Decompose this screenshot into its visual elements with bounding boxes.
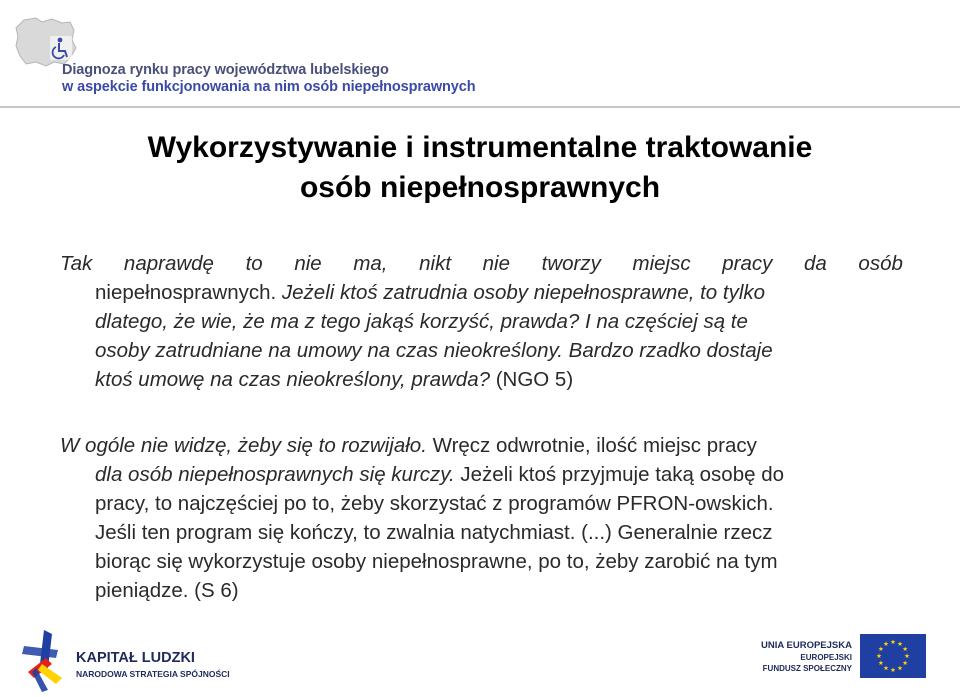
header-divider (0, 106, 960, 108)
header-title-line-2: w aspekcie funkcjonowania na nim osób niepełnosprawnych (62, 79, 476, 95)
quote-2-line-3: pracy, to najczęściej po to, żeby skorzystać z programów PFRON-owskich. (95, 492, 774, 515)
quote-1-word: naprawdę (123, 252, 214, 275)
quote-1-word: nikt (419, 252, 452, 275)
quote-1-line-5-italic: ktoś umowę na czas nieokreślony, prawda? (95, 368, 491, 391)
quote-1-word: tworzy (541, 252, 601, 275)
quote-ngo-5 (60, 249, 903, 394)
quote-1-word: osób (858, 252, 903, 275)
quote-1-word: to (245, 252, 263, 275)
quote-2-line-2-italic: dla osób niepełnosprawnych się kurczy. (95, 463, 455, 486)
quote-2-line-1-italic: W ogóle nie widzę, żeby się to rozwijało. (60, 434, 427, 457)
quote-1-word: pracy (722, 252, 773, 275)
quote-1-word: Tak (60, 252, 93, 275)
slide-title-line-2: osób niepełnosprawnych (299, 171, 661, 204)
quote-1-word: miejsc (632, 252, 691, 275)
eu-label-line-2: EUROPEJSKI (800, 653, 852, 662)
quote-2-line-2-normal: Jeżeli ktoś przyjmuje taką osobę do (454, 463, 785, 486)
quote-2-line-5: biorąc się wykorzystuje osoby niepełnosprawne, po to, żeby zarobić na tym (95, 550, 778, 573)
quote-1-line-2 (60, 278, 903, 307)
eu-flag-icon (860, 634, 926, 678)
quote-2-line-6-normal: pieniądze. (95, 579, 189, 602)
eu-label-line-3: FUNDUSZ SPOŁECZNY (762, 664, 852, 673)
kapital-ludzki-title: KAPITAŁ LUDZKI (76, 650, 195, 666)
quote-1-word: da (803, 252, 827, 275)
quote-1-line-2-normal: niepełnosprawnych. (95, 281, 277, 304)
kapital-ludzki-star-icon (18, 628, 78, 694)
eu-label (740, 640, 852, 674)
quote-1-word: nie (482, 252, 511, 275)
quote-1-line-2-italic: Jeżeli ktoś zatrudnia osoby niepełnosprawne, to tylko (276, 281, 766, 304)
quote-1-line-5 (60, 365, 903, 394)
kapital-ludzki-subtitle: NARODOWA STRATEGIA SPÓJNOŚCI (76, 669, 230, 679)
quote-1-line-3: dlatego, że wie, że ma z tego jakąś korzyść, prawda? I na częściej są te (95, 310, 748, 333)
eu-label-line-1: UNIA EUROPEJSKA (761, 640, 852, 651)
quote-1-word: ma, (353, 252, 388, 275)
quote-s-6 (60, 431, 903, 605)
quote-2-line-1 (60, 431, 903, 460)
quote-2-line-4: Jeśli ten program się kończy, to zwalnia natychmiast. (...) Generalnie rzecz (95, 521, 773, 544)
quote-1-line-1 (60, 249, 903, 278)
quote-2-source: (S 6) (188, 579, 239, 602)
quote-2-line-2 (60, 460, 903, 489)
slide-title-line-1: Wykorzystywanie i instrumentalne traktowanie (147, 131, 813, 164)
quote-1-word: nie (294, 252, 322, 275)
quote-2-line-6 (60, 576, 903, 605)
quote-2-line-1-normal: Wręcz odwrotnie, ilość miejsc pracy (426, 434, 757, 457)
quote-1-source: (NGO 5) (490, 368, 574, 391)
quote-1-line-4: osoby zatrudniane na umowy na czas nieokreślony. Bardzo rzadko dostaje (95, 339, 773, 362)
slide-title (0, 128, 960, 208)
header-title-line-1: Diagnoza rynku pracy województwa lubelskiego (62, 62, 389, 78)
